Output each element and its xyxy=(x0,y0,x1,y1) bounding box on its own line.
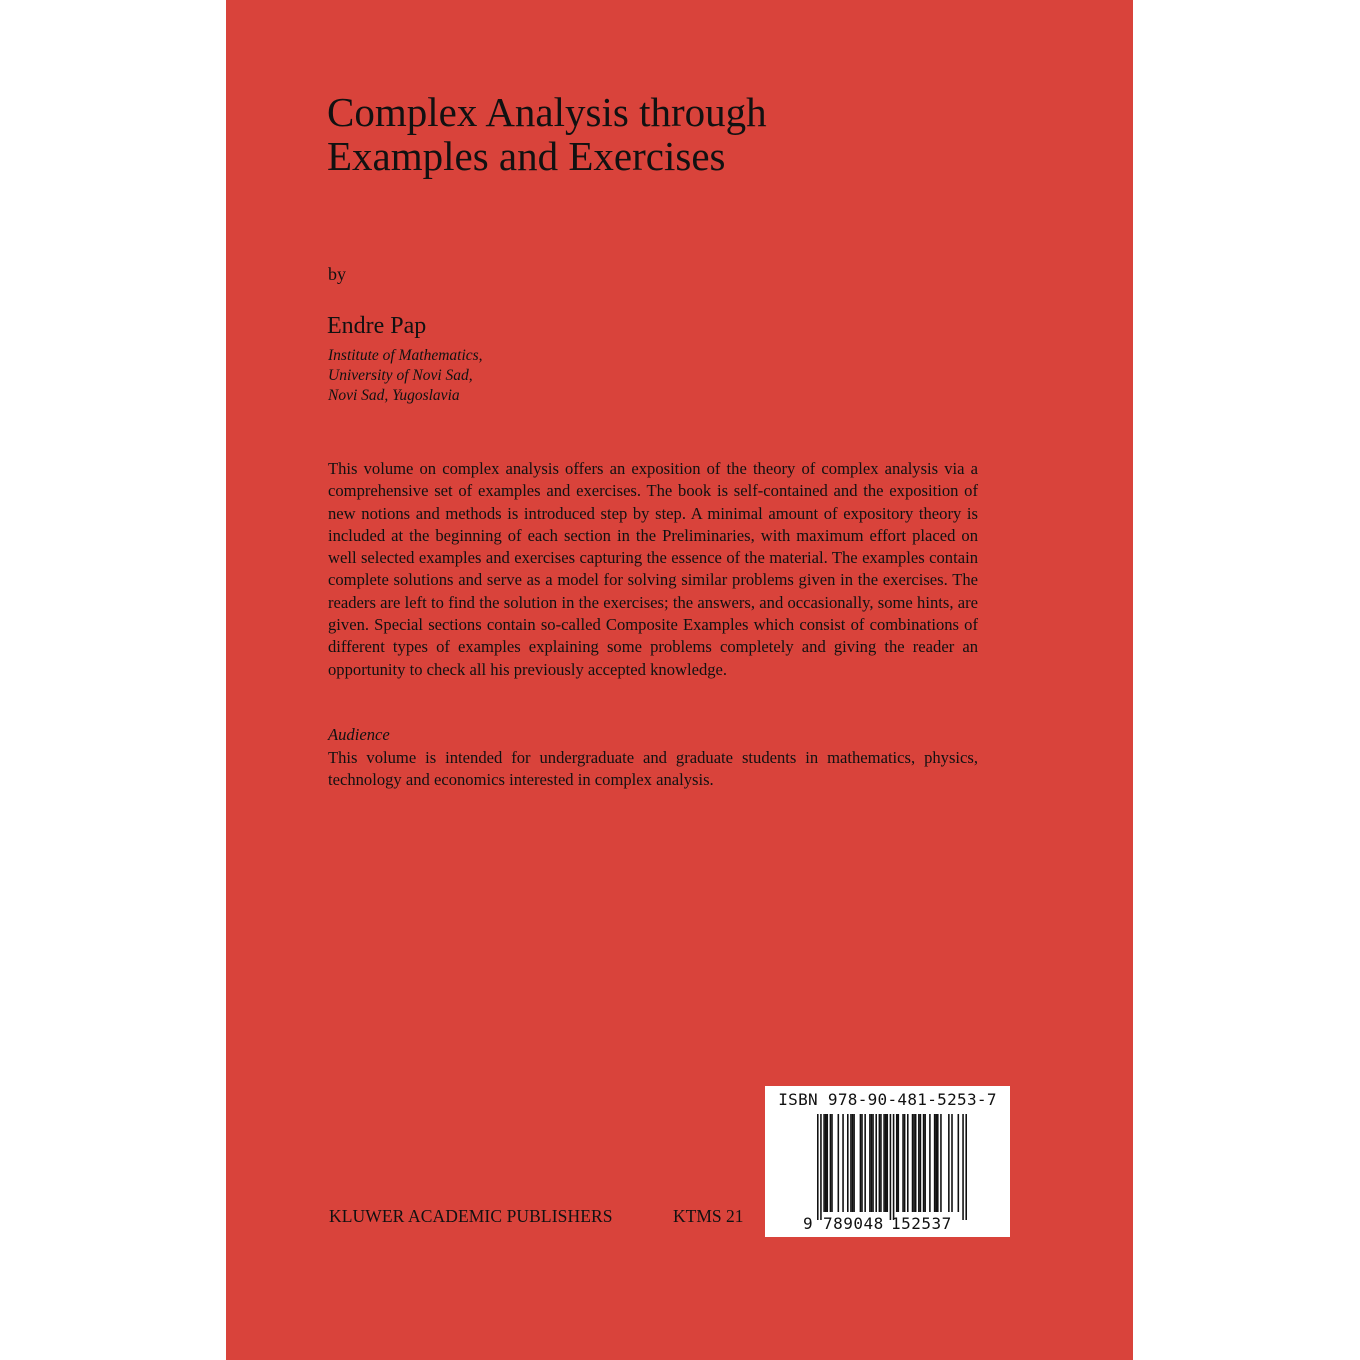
ean-right-group: 152537 xyxy=(891,1214,952,1233)
affiliation-line: Institute of Mathematics, xyxy=(328,347,483,364)
barcode-bar xyxy=(850,1114,852,1212)
barcode-bar xyxy=(948,1114,950,1212)
barcode-bar xyxy=(929,1114,931,1212)
book-back-cover xyxy=(226,0,1133,1360)
barcode-bar xyxy=(937,1114,939,1212)
series-number: KTMS 21 xyxy=(673,1206,744,1226)
barcode-bar xyxy=(860,1114,862,1212)
by-label: by xyxy=(328,264,346,284)
audience-text: This volume is intended for undergraduate and graduate students in mathematics, physics, technology and economics interested in complex analysis. xyxy=(328,748,978,790)
barcode-bar xyxy=(883,1114,885,1212)
barcode-bar xyxy=(885,1114,887,1212)
barcode-bar xyxy=(896,1114,898,1212)
barcode-bar xyxy=(838,1114,840,1212)
ean-left-group: 789048 xyxy=(823,1214,884,1233)
barcode-bars xyxy=(817,1114,967,1220)
ean-digits xyxy=(765,1214,1010,1236)
barcode-bar xyxy=(831,1114,833,1212)
isbn-text: ISBN 978-90-481-5253-7 xyxy=(778,1090,997,1109)
barcode-bar xyxy=(820,1114,822,1220)
barcode-bar xyxy=(869,1114,871,1212)
barcode-bar xyxy=(861,1114,863,1212)
barcode-bar xyxy=(923,1114,925,1212)
barcode-bar xyxy=(826,1114,828,1212)
barcode-bar xyxy=(886,1114,888,1212)
author-affiliation xyxy=(328,346,483,406)
barcode-bar xyxy=(935,1114,937,1212)
barcode-bar xyxy=(847,1114,849,1212)
barcode-bar xyxy=(825,1114,827,1212)
audience-heading: Audience xyxy=(328,725,390,744)
barcode-bar xyxy=(962,1114,964,1220)
barcode-bar xyxy=(872,1114,874,1212)
title-line-1: Complex Analysis through xyxy=(327,89,767,135)
barcode-bar xyxy=(902,1114,904,1212)
barcode-bar xyxy=(915,1114,917,1212)
barcode-bar xyxy=(853,1114,855,1212)
barcode-bar xyxy=(842,1114,844,1212)
barcode-bar xyxy=(958,1114,960,1212)
barcode-bar xyxy=(823,1114,825,1212)
publisher-name: KLUWER ACADEMIC PUBLISHERS xyxy=(329,1206,613,1226)
barcode-bar xyxy=(893,1114,895,1220)
barcode-bar xyxy=(875,1114,877,1212)
barcode-bar xyxy=(817,1114,819,1220)
barcode-bar xyxy=(913,1114,915,1212)
barcode-bar xyxy=(940,1114,942,1212)
barcode-bar xyxy=(965,1114,967,1220)
affiliation-line: Novi Sad, Yugoslavia xyxy=(328,387,460,404)
title-line-2: Examples and Exercises xyxy=(327,133,726,179)
author-name: Endre Pap xyxy=(327,313,427,339)
barcode-bar xyxy=(924,1114,926,1212)
barcode-bar xyxy=(920,1114,922,1212)
barcode-bar xyxy=(879,1114,881,1212)
barcode-bar xyxy=(951,1114,953,1212)
barcode-bar xyxy=(871,1114,873,1212)
barcode-bar xyxy=(890,1114,892,1220)
ean-first-digit: 9 xyxy=(803,1214,813,1233)
book-description: This volume on complex analysis offers an exposition of the theory of complex analysis via a comprehensive set of examples and exercises. The book is self-contained and the exposition of new notions and methods is introduced step by step. A minimal amount of expository theory is included at the beginning of each section in the Preliminaries, with maximum effort placed on well selected examples and exercises capturing the essence of the material. The examples contain complete solutions and serve as a model for solving similar problems given in the exercises. The readers are left to find the solution in the exercises; the answers, and occasionally, some hints, are given. Special sections contain so-called Composite Examples which consist of combinations of different types of examples explaining some problems completely and giving the reader an opportunity to check all his previously accepted knowledge. xyxy=(328,459,978,679)
barcode-bar xyxy=(912,1114,914,1212)
isbn-barcode xyxy=(765,1086,1010,1237)
book-title xyxy=(327,90,1027,178)
barcode-bar xyxy=(830,1114,832,1212)
affiliation-line: University of Novi Sad, xyxy=(328,367,473,384)
barcode-bar xyxy=(907,1114,909,1212)
barcode-bar xyxy=(918,1114,920,1212)
barcode-bar xyxy=(880,1114,882,1212)
barcode-bar xyxy=(934,1114,936,1212)
barcode-bar xyxy=(864,1114,866,1212)
barcode-bar xyxy=(898,1114,900,1212)
barcode-bar xyxy=(852,1114,854,1212)
barcode-bar xyxy=(904,1114,906,1212)
